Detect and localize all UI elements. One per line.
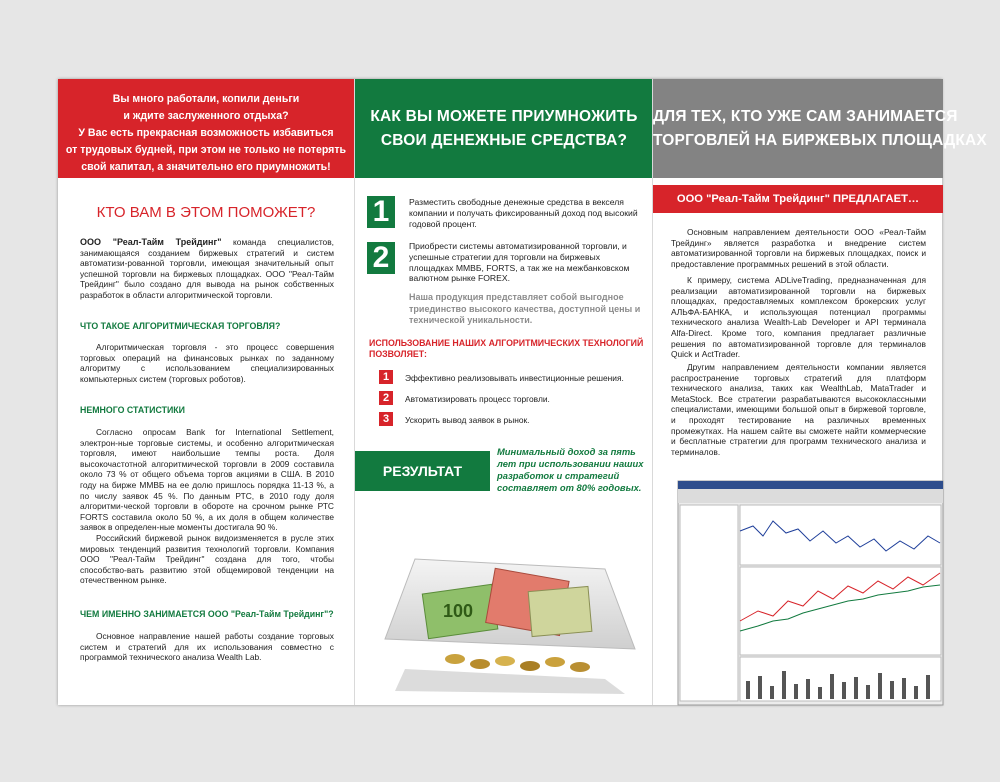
- coin-icon: [520, 661, 540, 671]
- volume-bar: [854, 677, 858, 699]
- header-line: ДЛЯ ТЕХ, КТО УЖЕ САМ ЗАНИМАЕТСЯ: [653, 108, 958, 125]
- paragraph: Основное направление нашей работы создание торговых систем и стратегий для их использования совместно с программой технического анализа Wealth Lab.: [80, 631, 334, 663]
- paragraph: К примеру, система ADLiveTrading, предназначенная для реализации автоматизированной торговли на биржевых площадках, предоставляемых комплексом брокерских услуг АЛЬФА-БАНКА, и использующая потенциал программы технического анализа Wealth-Lab Developer и API терминала Alfa-Direct. Кроме того, компания предлагает различные решения по автоматизированной торговле для терминалов Quick и ActTrader.: [671, 275, 926, 360]
- euro-banknote-yellow: [528, 586, 592, 636]
- header-line: КАК ВЫ МОЖЕТЕ ПРИУМНОЖИТЬ: [370, 108, 638, 125]
- min-income-text: Минимальный доход за пять лет при использовании наших разработок и стратегий составляет от 80% годовых.: [497, 446, 644, 493]
- paragraph: Алгоритмическая торговля - это процесс совершения торговых операций на финансовых рынках по заданному алгоритму с использованием специализированных компьютерных систем (торговых роботов).: [80, 342, 334, 384]
- volume-bar: [914, 686, 918, 699]
- volume-bar: [926, 675, 930, 699]
- benefit-text: Ускорить вывод заявок в рынок.: [405, 415, 530, 425]
- window-titlebar: [678, 481, 943, 489]
- paragraph: Российский биржевой рынок видоизменяется в русле этих мировых тенденций развития технологий торговли. Компания ООО "Реал-Тайм Трейдинг" создана для того, чтобы способство-вать развитию этой общемировой тенденции на отечественном рынке.: [80, 532, 334, 586]
- header-left: [58, 79, 354, 178]
- section-title: КТО ВАМ В ЭТОМ ПОМОЖЕТ?: [96, 204, 316, 221]
- column-left: [58, 79, 354, 705]
- brochure-sheet: [58, 79, 987, 705]
- header-line: от трудовых будней, при этом не только не потерять: [65, 144, 347, 156]
- subheading: ЧЕМ ИМЕННО ЗАНИМАЕТСЯ ООО "Реал-Тайм Трейдинг"?: [80, 609, 334, 619]
- result-label: РЕЗУЛЬТАТ: [355, 451, 490, 491]
- coin-icon: [545, 657, 565, 667]
- header-line: СВОИ ДЕНЕЖНЫЕ СРЕДСТВА?: [380, 132, 628, 149]
- paragraph: Согласно опросам Bank for International Settlement, электрон-ные торговые системы, и особенно алгоритмическая торговля, имеют наибольшие темпы роста. Доля высокочастотной алгоритмической торговли в 2009 составила около 73 % от общего объема торгов акциями в США. В 2010 году на бирже ММВБ на ее долю пришлось порядка 11-13 %, а по числу заявок 45 %. По данным РТС, в 2010 году доля алгоритми-ческой торговли в обороте на срочном рынке РТС FORTS составила около 50 %, а их доля в общем количестве заявок в определен-ные моменты достигала 90 %.: [80, 427, 334, 533]
- symbol-list-panel: [680, 505, 738, 701]
- volume-bar: [794, 684, 798, 699]
- money-photo: [355, 519, 653, 705]
- chart-pane-bottom: [740, 567, 941, 655]
- header-line: ТОРГОВЛЕЙ НА БИРЖЕВЫХ ПЛОЩАДКАХ: [653, 132, 987, 149]
- subheading: ЧТО ТАКОЕ АЛГОРИТМИЧЕСКАЯ ТОРГОВЛЯ?: [80, 321, 281, 331]
- paragraph: Другим направлением деятельности компании является распространение торговых стратегий для платформ технического анализа, таких как WealthLab, MataTrader и MetaStock. Все стратегии разрабатываются высококлассными специалистами, имеющими большой опыт в биржевой торговле, и проходят тестирование на различных временных промежутках. На нашем сайте вы сможете найти коммерческие и бесплатные стратегии для программ технического анализа и терминалов.: [671, 362, 926, 457]
- volume-bar: [842, 682, 846, 699]
- toolbar: [678, 489, 943, 503]
- number-badge: 3: [379, 412, 393, 426]
- product-statement: Наша продукция представляет собой выгодное триединство высокого качества, доступной цены и технической уникальности.: [409, 292, 641, 325]
- offer-banner: ООО "Реал-Тайм Трейдинг" ПРЕДЛАГАЕТ…: [653, 185, 943, 213]
- paragraph: Основным направлением деятельности ООО «Реал-Тайм Трейдинг» является разработка и внедрение систем автоматизированной торговли на биржевых площадках, поиск и предоставление программных решений в этой области.: [671, 227, 926, 269]
- volume-bar: [902, 678, 906, 699]
- volume-bar: [830, 674, 834, 699]
- company-name: ООО "Реал-Тайм Трейдинг": [80, 237, 222, 247]
- header-line: свой капитал, а значительно его приумножить!: [81, 161, 331, 173]
- column-right: [652, 79, 987, 705]
- subheading: НЕМНОГО СТАТИСТИКИ: [80, 405, 185, 415]
- option-text: Разместить свободные денежные средства в векселя компании и получать фиксированный доход под высокий годовой процент.: [409, 197, 638, 229]
- intro-text: команда специалистов, занимающаяся созданием биржевых стратегий и систем автоматизи-рованной торговли, имеющая значительный опыт успешной торговли на биржевых площадках. ООО "Реал-Тайм Трейдинг" было создано для вывода на рынок собственных разработок в области алгоритмической торговли.: [80, 237, 334, 300]
- trading-software-screenshot: [678, 481, 943, 705]
- header-line: и ждите заслуженного отдыха?: [123, 110, 289, 122]
- header-right: [653, 79, 987, 178]
- chart-pane-top: [740, 505, 941, 565]
- volume-bar: [758, 676, 762, 699]
- benefit-text: Эффективно реализовывать инвестиционные решения.: [405, 373, 624, 383]
- volume-bar: [746, 681, 750, 699]
- tray-base: [395, 669, 625, 694]
- intro-paragraph: [80, 237, 334, 301]
- coin-icon: [495, 656, 515, 666]
- number-badge: 2: [367, 242, 395, 274]
- volume-bar: [770, 686, 774, 699]
- statistics-block: [80, 427, 334, 586]
- allows-heading: ИСПОЛЬЗОВАНИЕ НАШИХ АЛГОРИТМИЧЕСКИХ ТЕХНОЛОГИЙ ПОЗВОЛЯЕТ:: [369, 338, 644, 359]
- volume-bar: [806, 679, 810, 699]
- number-badge: 2: [379, 391, 393, 405]
- option-text: Приобрести системы автоматизированной торговли, и успешные стратегии для торговли на биржевых площадках ММВБ, FORTS, а так же на межбанковском валютном рынке FOREX.: [409, 241, 630, 284]
- volume-bar: [866, 685, 870, 699]
- volume-bar: [890, 681, 894, 699]
- coin-icon: [570, 662, 590, 672]
- volume-bar: [782, 671, 786, 699]
- number-badge: 1: [379, 370, 393, 384]
- number-badge: 1: [367, 196, 395, 228]
- coin-icon: [445, 654, 465, 664]
- benefit-text: Автоматизировать процесс торговли.: [405, 394, 550, 404]
- header-line: Вы много работали, копили деньги: [112, 93, 300, 105]
- volume-bar: [818, 687, 822, 699]
- coin-icon: [470, 659, 490, 669]
- column-middle: [354, 79, 653, 705]
- banknote-value: 100: [443, 601, 474, 621]
- volume-bar: [878, 673, 882, 699]
- header-line: У Вас есть прекрасная возможность избавиться: [78, 127, 334, 139]
- header-middle: [355, 79, 653, 178]
